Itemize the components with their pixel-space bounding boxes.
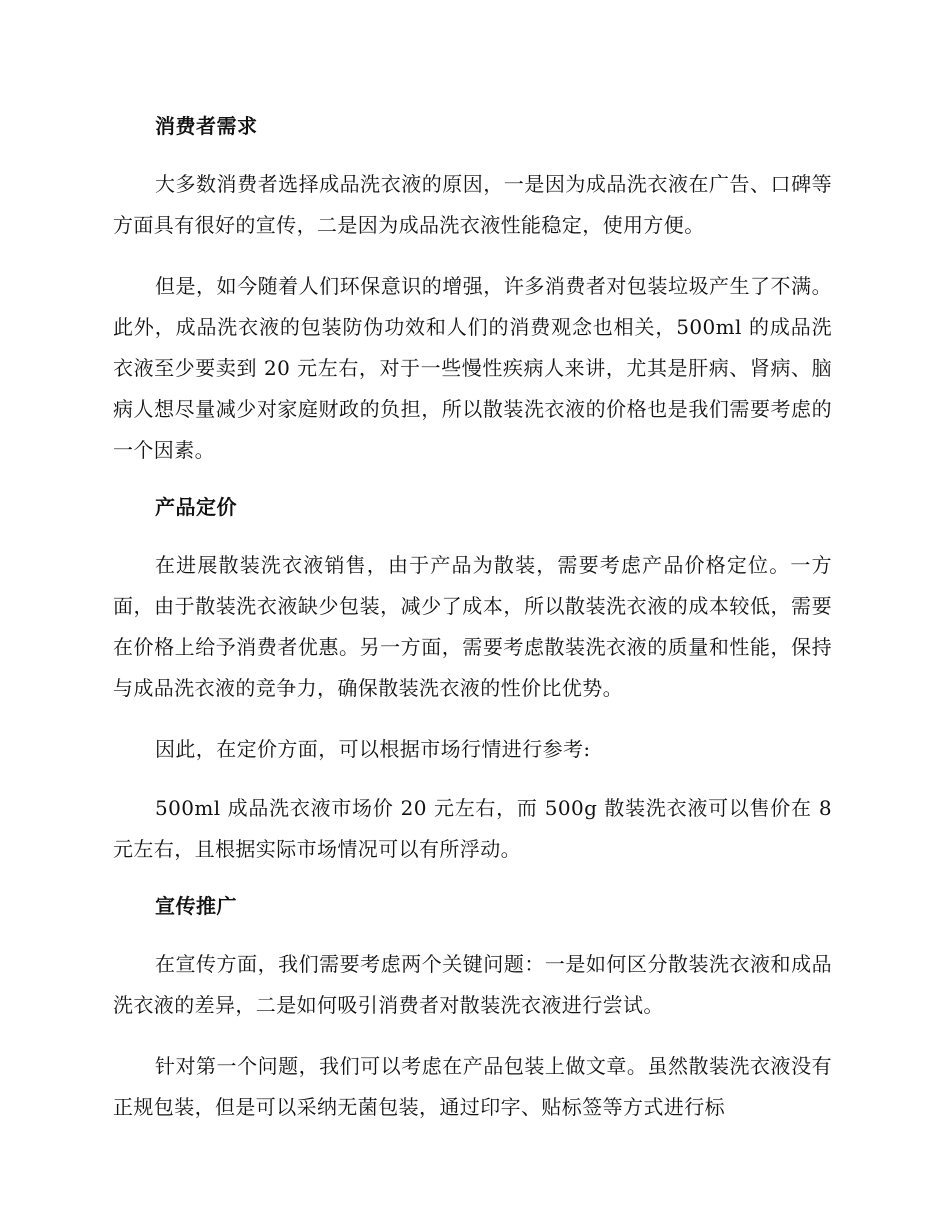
- section-heading: 产品定价: [155, 495, 237, 519]
- paragraph: 在进展散装洗衣液销售，由于产品为散装，需要考虑产品价格定位。一方面，由于散装洗衣液缺少包装，减少了成本，所以散装洗衣液的成本较低，需要在价格上给予消费者优惠。另一方面，需要考虑散装洗衣液的质量和性能，保持与成品洗衣液的竞争力，确保散装洗衣液的性价比优势。: [113, 553, 832, 700]
- paragraph: 但是，如今随着人们环保意识的增强，许多消费者对包装垃圾产生了不满。此外，成品洗衣液的包装防伪功效和人们的消费观念也相关，500ml 的成品洗衣液至少要卖到 20 元左右，对于一些慢性疾病人来讲，尤其是肝病、肾病、脑病人想尽量减少对家庭财政的负担，所以散装洗衣液的价格也是我们需要考虑的一个因素。: [113, 274, 832, 462]
- section-heading: 消费者需求: [155, 114, 258, 138]
- paragraph: 在宣传方面，我们需要考虑两个关键问题：一是如何区分散装洗衣液和成品洗衣液的差异，二是如何吸引消费者对散装洗衣液进行尝试。: [113, 952, 832, 1017]
- section-promotion: [113, 890, 832, 1128]
- section-product-pricing: [113, 491, 832, 870]
- paragraph: 因此，在定价方面，可以根据市场行情进行参考:: [155, 737, 591, 761]
- paragraph: 500ml 成品洗衣液市场价 20 元左右，而 500g 散装洗衣液可以售价在 8 元左右，且根据实际市场情况可以有所浮动。: [113, 796, 832, 861]
- paragraph: 针对第一个问题，我们可以考虑在产品包装上做文章。虽然散装洗衣液没有正规包装，但是可以采纳无菌包装，通过印字、贴标签等方式进行标: [113, 1054, 832, 1119]
- section-heading: 宣传推广: [155, 894, 237, 918]
- section-consumer-demand: [113, 110, 832, 471]
- paragraph: 大多数消费者选择成品洗衣液的原因，一是因为成品洗衣液在广告、口碑等方面具有很好的宣传，二是因为成品洗衣液性能稳定，使用方便。: [113, 172, 832, 237]
